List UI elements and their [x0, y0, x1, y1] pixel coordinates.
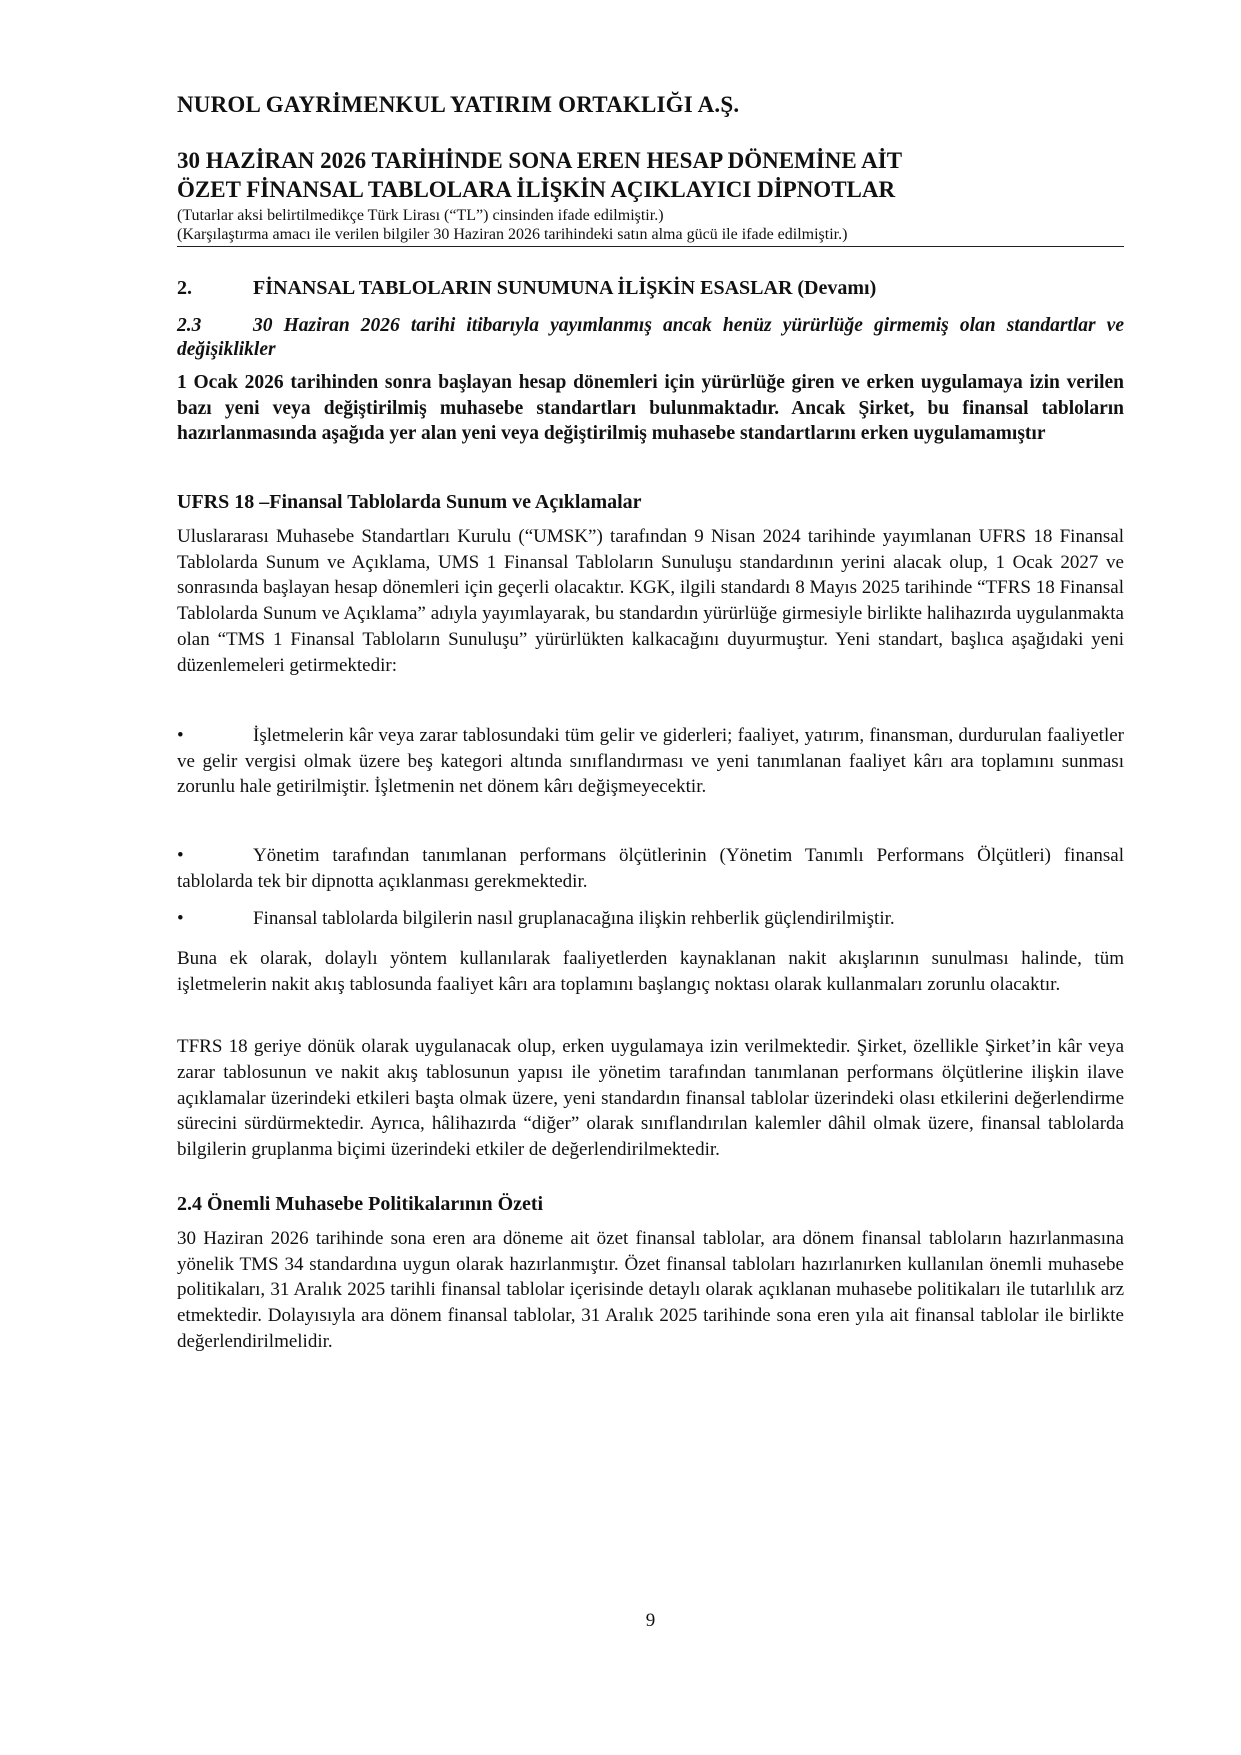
section-number: 2.: [177, 277, 192, 299]
list-item-text: İşletmelerin kâr veya zarar tablosundaki tüm gelir ve giderleri; faaliyet, yatırım, finansman, durdurulan faaliyetler ve gelir vergisi olmak üzere beş kategori altında sınıflandırması ve yeni tanımlanan faaliyet kârı ara toplamını sunması zorunlu hale getirilmiştir. İşletmenin net dönem kârı değişmeyecektir.: [177, 725, 1124, 798]
report-title-line-2: ÖZET FİNANSAL TABLOLARA İLİŞKİN AÇIKLAYICI DİPNOTLAR: [177, 177, 896, 202]
comparison-note: (Karşılaştırma amacı ile verilen bilgiler 30 Haziran 2026 tarihindeki satın alma gücü ile ifade edilmiştir.): [177, 226, 848, 243]
subsection-title: 30 Haziran 2026 tarihi itibarıyla yayımlanmış ancak henüz yürürlüğe girmemiş olan standartlar ve değişiklikler: [177, 315, 1124, 360]
ufrs18-paragraph: Uluslararası Muhasebe Standartları Kurulu (“UMSK”) tarafından 9 Nisan 2024 tarihinde yayımlanan UFRS 18 Finansal Tablolarda Sunum ve Açıklama, UMS 1 Finansal Tabloların Sunuluşu standardının yerini alacak olup, 1 Ocak 2027 ve sonrasında başlayan hesap dönemleri için geçerli olacaktır. KGK, ilgili standardı 8 Mayıs 2025 tarihinde “TFRS 18 Finansal Tablolarda Sunum ve Açıklama” adıyla yayımlayarak, bu standardın yürürlüğe girmesiyle birlikte halihazırda uygulanmakta olan “TMS 1 Finansal Tabloların Sunuluşu” yürürlükten kalkacağını duyurmuştur. Yeni standart, başlıca aşağıdaki yeni düzenlemeleri getirmektedir:: [177, 526, 1124, 676]
list-item-text: Yönetim tarafından tanımlanan performans ölçütlerinin (Yönetim Tanımlı Performans Ölçütleri) finansal tablolarda tek bir dipnotta açıklanması gerekmektedir.: [177, 845, 1124, 892]
bullet-marker: •: [177, 725, 184, 746]
tfrs18-paragraph: TFRS 18 geriye dönük olarak uygulanacak olup, erken uygulamaya izin verilmektedir. Şirket, özellikle Şirket’in kâr veya zarar tablosunun ve nakit akış tablosunun yapısı ile yönetim tarafından tanımlanan performans ölçütlerine ilişkin ilave açıklamalar üzerindeki etkileri başta olmak üzere, yeni standardın finansal tablolar üzerindeki olası etkilerini değerlendirme sürecini sürdürmektedir. Ayrıca, hâlihazırda “diğer” olarak sınıflandırılan kalemler dâhil olmak üzere, finansal tablolarda bilgilerin gruplanma biçimi üzerindeki etkiler de değerlendirilmektedir.: [177, 1036, 1124, 1161]
section-title: FİNANSAL TABLOLARIN SUNUMUNA İLİŞKİN ESASLAR (Devamı): [253, 277, 877, 299]
list-item: [177, 843, 1124, 894]
ufrs18-heading: UFRS 18 –Finansal Tablolarda Sunum ve Açıklamalar: [177, 491, 642, 513]
section-heading: [177, 276, 1124, 302]
intro-paragraph: 1 Ocak 2026 tarihinden sonra başlayan hesap dönemleri için yürürlüğe giren ve erken uygulamaya izin verilen bazı yeni veya değiştirilmiş muhasebe standartları bulunmaktadır. Ancak Şirket, bu finansal tabloların hazırlanmasında aşağıda yer alan yeni veya değiştirilmiş muhasebe standartlarını erken uygulamamıştır: [177, 372, 1124, 444]
bullet-marker: •: [177, 908, 184, 929]
additional-paragraph: Buna ek olarak, dolaylı yöntem kullanılarak faaliyetlerden kaynaklanan nakit akışlarının sunulması halinde, tüm işletmelerin nakit akış tablosunda faaliyet kârı ara toplamını başlangıç noktası olarak kullanmaları zorunlu olacaktır.: [177, 948, 1124, 995]
policies-paragraph: 30 Haziran 2026 tarihinde sona eren ara döneme ait özet finansal tablolar, ara dönem finansal tabloların hazırlanmasına yönelik TMS 34 standardına uygun olarak hazırlanmıştır. Özet finansal tabloları hazırlanırken kullanılan önemli muhasebe politikaları, 31 Aralık 2025 tarihli finansal tablolar içerisinde detaylı olarak açıklanan muhasebe politikaları ile tutarlılık arz etmektedir. Dolayısıyla ara dönem finansal tablolar, 31 Aralık 2025 tarihinde sona eren yıla ait finansal tablolar ile birlikte değerlendirilmelidir.: [177, 1228, 1124, 1352]
header-divider: [177, 246, 1124, 247]
subsection-number: 2.3: [177, 315, 202, 336]
list-item: [177, 906, 1124, 932]
page-number: 9: [645, 1610, 656, 1631]
company-name: NUROL GAYRİMENKUL YATIRIM ORTAKLIĞI A.Ş.: [177, 92, 740, 117]
list-item-text: Finansal tablolarda bilgilerin nasıl gruplanacağına ilişkin rehberlik güçlendirilmiştir.: [253, 908, 895, 929]
currency-note: (Tutarlar aksi belirtilmedikçe Türk Lirası (“TL”) cinsinden ifade edilmiştir.): [177, 207, 664, 224]
subsection-heading: [177, 314, 1124, 362]
list-item: [177, 723, 1124, 800]
report-title-line-1: 30 HAZİRAN 2026 TARİHİNDE SONA EREN HESAP DÖNEMİNE AİT: [177, 148, 903, 173]
report-title: [177, 146, 902, 204]
policies-heading: 2.4 Önemli Muhasebe Politikalarının Özeti: [177, 1193, 544, 1215]
bullet-marker: •: [177, 845, 184, 866]
